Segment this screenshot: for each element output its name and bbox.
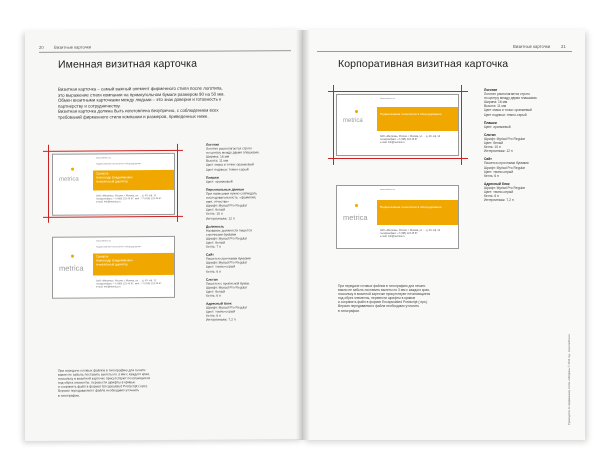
spec-bands: Плашки Цвет: оранжевый	[206, 175, 233, 184]
guide-line	[333, 85, 334, 165]
spec-slogan: Слоган Шрифт: Myriad Pro Regular Цвет: белый Кегль: 10 п Интерлиньяж: 12 п	[484, 132, 526, 154]
personal-card-spec	[52, 153, 175, 216]
spec-position: Должность Название должности пишется строчными буквами Шрифт: Myriad Pro Regular Цвет: белый Кегль: 7 п	[206, 224, 252, 249]
left-intro	[58, 85, 298, 120]
intro-line: Визитная карточка должна быть изготовлена безупречно, с соблюдением всех	[58, 107, 219, 115]
logo-dot	[71, 255, 74, 258]
guide-line	[328, 158, 468, 159]
corporate-card-spec	[336, 94, 459, 156]
card-address: ЗАО «Метрика», Россия, г. Москва, ул. ... д. 40, оф. 12 телефон/факс: +7 (495) 123 45 67, моб.: +7 (916) 123 45 67 e-mail: info@metrica.ru	[96, 194, 162, 204]
spec-logo: Логотип Логотип располагается строго по центру между двумя плашками. Ширина: 16 мм Высота: 11 мм Цвет знака и точки: оранжевый Цвет подписи: темно-серый	[206, 142, 260, 172]
vertical-copyright: Руководство по фирменному стилю «Метрика» © 2012 год · www.metrica.ru	[568, 334, 571, 425]
intro-line: требований фирменного стиля компании и размеров, приведенных ниже.	[58, 113, 209, 120]
spec-site: Сайт Пишется строчными буквами Шрифт: Myriad Pro Regular Цвет: темно-серый Кегль: 6 п	[484, 157, 529, 178]
spec-logo: Логотип Логотип располагается строго по центру между двумя плашками. Ширина: 16 мм Высота: 11 мм Цвет знака и точки: оранжевый Цвет подписи: темно-серый	[484, 88, 538, 117]
spec-personal: Персональные данные При написании нужно соблюдать последовательность: «фамилия, имя, отчество» Шрифт: Myriad Pro Regular Цвет: белый Кегль: 10 п Интерлиньяж: 12 п	[206, 187, 257, 221]
right-page	[303, 30, 585, 440]
left-section-label: Визитные карточки	[54, 44, 92, 50]
right-page-number: 21	[561, 44, 566, 49]
spec-address: Адресный блок Шрифт: Myriad Pro Regular Цвет: темно-серый Кегль: 6 п Интерлиньяж: 7,2 п	[206, 301, 248, 323]
card-logo: metrica	[343, 213, 368, 222]
card-slogan: Подмосковная технологии в обороудовании	[96, 246, 141, 249]
card-logo: metrica	[59, 263, 84, 273]
card-slogan: Подмосковная технологии в обороудовании	[380, 112, 442, 116]
left-page-number: 20	[39, 44, 44, 50]
orange-band	[93, 170, 174, 191]
logo-dot	[355, 204, 358, 207]
card-logo: metrica	[59, 176, 79, 183]
card-address: ЗАО «Метрика», Россия, г. Москва, ул. ... д. 40, оф. 12 телефон/факс: +7 (495) 123 45 67, моб.: +7 (916) 123 45 67 e-mail: info@metrica.ru	[96, 279, 162, 289]
spec-address: Адресный блок Шрифт: Myriad Pro Regular Цвет: темно-серый Кегль: 6 п Интерлиньяж: 7,2 п	[484, 181, 526, 203]
spec-site: Сайт Пишется строчными буквами Шрифт: Myriad Pro Regular Цвет: темно-серый Кегль: 6 п	[206, 252, 251, 274]
intro-line: Обмен визитными карточками между людьми – это знак доверия и готовность к	[58, 96, 222, 103]
left-spec-list	[206, 142, 296, 322]
intro-line: это выражение стиля компании на прямоугольном бумаги размером 90 на 50 мм.	[58, 91, 225, 98]
left-header-rule	[39, 50, 291, 53]
card-site: www.metrica.ru	[380, 98, 395, 100]
orange-band	[377, 200, 458, 225]
orange-band	[377, 107, 458, 131]
guide-line	[43, 150, 183, 152]
right-footnote: При передаче готовых файлов в типографию для печати важно не забыть поставить вылеты по 3 мм с каждого края, поскольку в визитной карточке присутствуют печатающиеся под обрез элементы, перевести шрифты в кривые и сохранить файл в формат Encapsulated Postscript (.eps). Версию передаваемого файла необходимо уточнить в типографии.	[338, 284, 431, 313]
card-site: www.metrica.ru	[96, 157, 111, 160]
logo-dot	[71, 168, 74, 171]
card-site: www.metrica.ru	[380, 189, 395, 191]
card-slogan: Подмосковная технологии в обороудовании	[380, 205, 442, 209]
logo-dot	[355, 110, 358, 113]
intro-line: партнерству и сотрудничеству.	[58, 103, 121, 109]
corporate-card-sample	[336, 185, 459, 249]
left-footnote: При передаче готовых файлов в типографию для печати важно не забыть поставить вылеты по 3 мм с каждого края, поскольку в визитной карточке присутствуют печатающиеся под обрез элементы. перевести шрифты в кривые и сохранить файл в формат Encapsulated Postscript (.eps). Версию передаваемого файла необходимо уточнить в типографии.	[58, 368, 151, 398]
right-header-rule	[317, 51, 572, 52]
card-address: ЗАО «Метрика», Россия, г. Москва, ул. ... д. 40, оф. 12 телефон/факс: +7 (495) 123 45 67 e-mail: info@metrica.ru	[380, 229, 441, 238]
orange-band: Сумаров Александр Владимирович генеральный директор	[93, 253, 174, 276]
right-page-title: Корпоративная визитная карточка	[338, 58, 509, 70]
left-page	[25, 29, 303, 441]
spec-slogan: Слоган Пишется с прописной буквы. Шрифт: Myriad Pro Regular Цвет: белый Кегль: 6 п	[206, 277, 251, 298]
card-surname: Сумаров	[96, 171, 109, 176]
card-slogan: Подмосковная технологии в обороудовании	[96, 163, 141, 166]
right-spec-list	[484, 88, 576, 202]
guide-line	[461, 85, 462, 165]
card-address: ЗАО «Метрика», Россия, г. Москва, ул. ... д. 40, оф. 12 телефон/факс: +7 (495) 123 45 67 e-mail: info@metrica.ru	[380, 135, 441, 144]
guide-line	[43, 216, 183, 218]
book-spine-shadow	[296, 30, 310, 440]
right-section-label: Визитные карточки	[513, 44, 551, 49]
guide-line	[48, 145, 49, 223]
card-position: генеральный директор	[96, 178, 128, 184]
card-name: Александр Владимирович	[96, 175, 133, 180]
card-logo: metrica	[343, 118, 363, 124]
intro-line: Визитная карточка – самый важный элемент фирменного стиля после логотипа,	[58, 85, 223, 92]
left-page-title: Именная визитная карточка	[58, 57, 198, 71]
spec-bands: Плашки Цвет: оранжевый	[484, 120, 511, 129]
personal-card-sample	[52, 236, 175, 299]
guide-line	[328, 91, 468, 92]
card-site: www.metrica.ru	[96, 240, 111, 243]
guide-line	[177, 144, 178, 222]
